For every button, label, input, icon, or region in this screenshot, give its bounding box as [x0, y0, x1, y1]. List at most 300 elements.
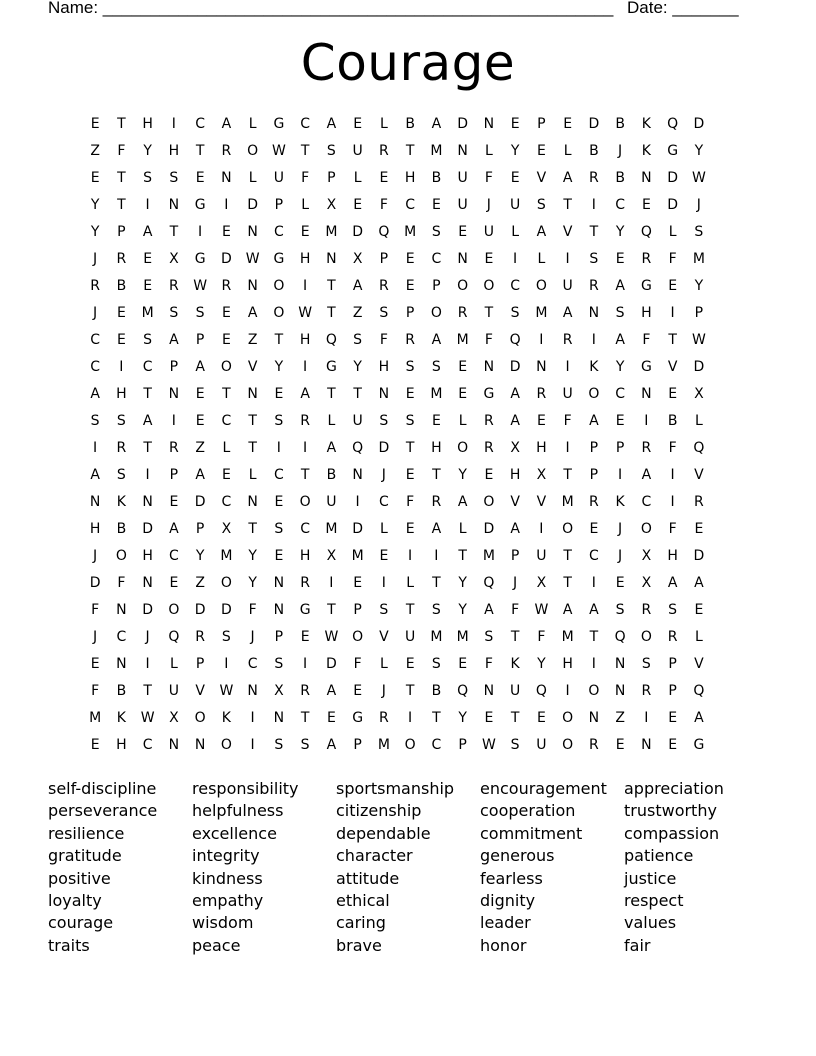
- grid-letter: K: [589, 359, 599, 375]
- name-field[interactable]: Name: ______________________________________________________: [48, 0, 614, 17]
- grid-letter: E: [143, 278, 153, 294]
- grid-letter: P: [589, 440, 599, 456]
- date-field[interactable]: Date: _______: [627, 0, 739, 17]
- word-list-item: encouragement: [480, 779, 607, 798]
- grid-letter: I: [539, 332, 544, 348]
- grid-letter: E: [326, 710, 336, 726]
- grid-letter: C: [510, 278, 521, 294]
- grid-letter: M: [561, 629, 574, 645]
- grid-letter: A: [326, 737, 337, 753]
- grid-letter: I: [565, 440, 570, 456]
- grid-row: [82, 491, 742, 518]
- grid-letter: D: [667, 197, 679, 213]
- word-list-item: compassion: [624, 823, 720, 843]
- grid-letter: E: [300, 224, 310, 240]
- grid-letter: D: [352, 224, 364, 240]
- grid-letter: T: [327, 305, 336, 321]
- grid-letter: H: [431, 440, 442, 456]
- grid-letter: R: [300, 413, 310, 429]
- grid-letter: B: [116, 683, 127, 699]
- word-list-item: courage: [48, 913, 114, 933]
- grid-letter: I: [381, 575, 386, 591]
- grid-letter: I: [408, 548, 413, 564]
- grid-letter: Y: [458, 602, 467, 618]
- grid-letter: H: [378, 359, 390, 375]
- grid-letter: C: [300, 116, 311, 132]
- grid-letter: C: [116, 629, 127, 645]
- grid-letter: C: [142, 737, 153, 753]
- word-list-item: dependable: [336, 823, 431, 843]
- grid-letter: L: [668, 224, 677, 240]
- grid-letter: I: [670, 467, 675, 483]
- grid-letter: A: [247, 305, 258, 321]
- grid-letter: S: [143, 170, 153, 186]
- grid-row: [82, 518, 742, 545]
- grid-letter: A: [562, 170, 573, 186]
- grid-letter: I: [408, 710, 413, 726]
- grid-letter: S: [169, 305, 179, 321]
- grid-letter: X: [221, 521, 232, 537]
- grid-letter: I: [171, 413, 176, 429]
- grid-letter: L: [169, 656, 178, 672]
- word-list-item: justice: [624, 868, 677, 888]
- grid-letter: T: [222, 386, 231, 402]
- grid-letter: U: [352, 413, 363, 429]
- grid-letter: Q: [457, 683, 469, 699]
- word-list-item: sportsmanship: [336, 779, 455, 798]
- grid-letter: A: [142, 224, 153, 240]
- grid-letter: J: [513, 575, 518, 591]
- grid-letter: I: [93, 440, 98, 456]
- grid-letter: L: [327, 413, 336, 429]
- grid-letter: E: [458, 656, 468, 672]
- grid-letter: L: [301, 197, 310, 213]
- grid-letter: E: [90, 116, 100, 132]
- grid-letter: C: [405, 197, 416, 213]
- grid-letter: I: [591, 197, 596, 213]
- grid-letter: I: [355, 494, 360, 510]
- word-list-item: empathy: [192, 891, 264, 911]
- grid-letter: T: [563, 548, 572, 564]
- grid-letter: X: [169, 251, 179, 267]
- grid-letter: E: [694, 521, 704, 537]
- grid-letter: T: [432, 467, 441, 483]
- grid-letter: F: [484, 170, 493, 186]
- grid-letter: F: [379, 332, 388, 348]
- grid-letter: E: [694, 602, 704, 618]
- grid-letter: E: [116, 332, 126, 348]
- grid-letter: D: [693, 116, 705, 132]
- grid-letter: B: [326, 467, 337, 483]
- grid-letter: T: [432, 575, 441, 591]
- grid-letter: I: [119, 359, 124, 375]
- grid-letter: U: [405, 629, 416, 645]
- grid-letter: Z: [615, 710, 625, 726]
- grid-letter: N: [273, 575, 285, 591]
- word-list-item: caring: [336, 913, 386, 933]
- grid-letter: J: [618, 143, 623, 159]
- grid-letter: H: [116, 386, 127, 402]
- grid-letter: A: [484, 602, 494, 618]
- grid-letter: R: [379, 143, 389, 159]
- grid-letter: U: [168, 683, 179, 699]
- grid-letter: H: [142, 548, 153, 564]
- grid-letter: D: [693, 548, 705, 564]
- word-list-item: honor: [480, 935, 527, 955]
- grid-letter: Y: [694, 143, 704, 159]
- grid-letter: A: [510, 413, 520, 429]
- grid-letter: T: [563, 197, 572, 213]
- grid-letter: R: [300, 575, 310, 591]
- grid-letter: N: [641, 170, 652, 186]
- grid-letter: O: [588, 683, 600, 699]
- grid-letter: D: [457, 116, 469, 132]
- grid-letter: S: [274, 413, 284, 429]
- grid-letter: E: [431, 197, 441, 213]
- grid-letter: U: [562, 386, 573, 402]
- grid-letter: N: [89, 494, 101, 510]
- grid-letter: D: [483, 521, 495, 537]
- grid-row: [82, 707, 742, 734]
- grid-letter: X: [536, 467, 547, 483]
- grid-letter: O: [562, 521, 574, 537]
- grid-letter: R: [589, 278, 599, 294]
- grid-letter: G: [273, 116, 285, 132]
- grid-letter: C: [247, 656, 258, 672]
- grid-letter: K: [116, 710, 126, 726]
- grid-letter: D: [509, 359, 521, 375]
- grid-letter: D: [588, 116, 600, 132]
- grid-letter: R: [379, 278, 389, 294]
- grid-letter: S: [615, 602, 625, 618]
- grid-letter: E: [143, 251, 153, 267]
- grid-letter: Y: [143, 143, 152, 159]
- grid-letter: T: [300, 467, 310, 483]
- grid-letter: R: [90, 278, 100, 294]
- grid-letter: M: [561, 494, 574, 510]
- grid-letter: S: [379, 602, 389, 618]
- grid-letter: D: [142, 602, 154, 618]
- grid-letter: T: [563, 575, 572, 591]
- word-list-item: perseverance: [48, 801, 158, 821]
- grid-letter: C: [615, 197, 626, 213]
- grid-letter: N: [168, 737, 180, 753]
- grid-letter: E: [353, 683, 363, 699]
- grid-letter: O: [168, 602, 180, 618]
- grid-letter: E: [458, 224, 468, 240]
- grid-letter: A: [431, 116, 442, 132]
- grid-letter: P: [169, 467, 179, 483]
- grid-letter: Q: [168, 629, 180, 645]
- grid-letter: J: [93, 629, 98, 645]
- grid-letter: K: [641, 143, 651, 159]
- grid-letter: R: [589, 494, 599, 510]
- word-column: [192, 778, 336, 957]
- grid-letter: R: [641, 683, 652, 699]
- grid-letter: O: [220, 575, 232, 591]
- grid-letter: I: [276, 440, 281, 456]
- grid-letter: B: [116, 521, 127, 537]
- grid-letter: I: [513, 251, 518, 267]
- grid-letter: E: [641, 197, 651, 213]
- grid-letter: Y: [615, 359, 625, 375]
- word-list-item: attitude: [336, 868, 400, 888]
- grid-letter: Y: [510, 143, 520, 159]
- grid-letter: E: [274, 548, 284, 564]
- grid-letter: I: [250, 710, 255, 726]
- grid-letter: L: [563, 143, 572, 159]
- grid-letter: C: [168, 548, 179, 564]
- grid-letter: A: [90, 467, 100, 483]
- grid-letter: A: [195, 359, 205, 375]
- grid-letter: R: [536, 386, 547, 402]
- grid-letter: C: [300, 521, 311, 537]
- grid-letter: I: [618, 467, 623, 483]
- grid-letter: A: [169, 332, 179, 348]
- grid-letter: C: [641, 494, 652, 510]
- grid-letter: P: [458, 737, 467, 753]
- grid-letter: X: [274, 683, 284, 699]
- grid-letter: W: [691, 170, 706, 186]
- grid-letter: E: [431, 413, 441, 429]
- grid-letter: X: [641, 548, 652, 564]
- grid-letter: R: [379, 710, 389, 726]
- grid-letter: B: [116, 278, 127, 294]
- grid-letter: R: [641, 251, 652, 267]
- grid-letter: E: [195, 170, 205, 186]
- grid-letter: R: [300, 683, 310, 699]
- grid-letter: C: [378, 494, 389, 510]
- grid-letter: W: [271, 143, 286, 159]
- grid-letter: E: [563, 116, 573, 132]
- grid-letter: W: [245, 251, 260, 267]
- grid-letter: N: [378, 386, 390, 402]
- grid-letter: O: [535, 278, 547, 294]
- grid-letter: T: [327, 386, 336, 402]
- grid-letter: V: [562, 224, 573, 240]
- grid-row: [82, 545, 742, 572]
- grid-letter: P: [432, 278, 441, 294]
- grid-letter: P: [668, 683, 677, 699]
- grid-letter: M: [220, 548, 233, 564]
- grid-letter: L: [484, 143, 493, 159]
- grid-letter: S: [274, 656, 284, 672]
- grid-letter: E: [405, 467, 415, 483]
- grid-letter: H: [116, 737, 127, 753]
- grid-letter: I: [591, 656, 596, 672]
- grid-letter: K: [116, 494, 126, 510]
- grid-letter: F: [301, 170, 310, 186]
- grid-letter: G: [640, 359, 652, 375]
- grid-letter: D: [352, 521, 364, 537]
- grid-letter: O: [273, 278, 285, 294]
- grid-letter: H: [168, 143, 180, 159]
- word-list-item: wisdom: [192, 913, 254, 933]
- grid-letter: W: [481, 737, 496, 753]
- grid-letter: T: [300, 710, 310, 726]
- grid-letter: T: [327, 602, 336, 618]
- grid-letter: E: [405, 251, 415, 267]
- grid-letter: Q: [693, 683, 705, 699]
- grid-letter: N: [194, 737, 206, 753]
- grid-letter: O: [640, 521, 652, 537]
- grid-letter: E: [379, 170, 389, 186]
- grid-letter: S: [641, 656, 651, 672]
- grid-letter: T: [563, 467, 572, 483]
- grid-letter: O: [194, 710, 206, 726]
- grid-letter: E: [353, 197, 363, 213]
- grid-letter: B: [615, 170, 625, 186]
- grid-letter: L: [353, 170, 362, 186]
- grid-letter: N: [588, 305, 600, 321]
- word-list-item: gratitude: [48, 846, 122, 866]
- grid-letter: D: [325, 656, 337, 672]
- grid-letter: E: [221, 332, 231, 348]
- grid-letter: P: [117, 224, 126, 240]
- grid-letter: C: [273, 224, 284, 240]
- grid-letter: I: [224, 197, 229, 213]
- grid-letter: R: [457, 305, 468, 321]
- grid-letter: G: [483, 386, 495, 402]
- grid-row: [82, 572, 742, 599]
- grid-letter: H: [509, 467, 521, 483]
- grid-letter: W: [324, 629, 339, 645]
- grid-letter: K: [641, 116, 651, 132]
- grid-letter: N: [483, 359, 495, 375]
- grid-letter: E: [536, 413, 546, 429]
- grid-letter: T: [300, 143, 310, 159]
- grid-letter: A: [694, 575, 704, 591]
- grid-letter: Q: [640, 224, 652, 240]
- grid-row: [82, 626, 742, 653]
- grid-letter: V: [667, 359, 678, 375]
- grid-letter: L: [379, 521, 388, 537]
- grid-letter: P: [537, 116, 546, 132]
- grid-letter: G: [640, 278, 652, 294]
- grid-letter: E: [405, 386, 415, 402]
- grid-letter: A: [431, 521, 442, 537]
- grid-letter: F: [563, 413, 572, 429]
- grid-letter: S: [221, 629, 231, 645]
- grid-letter: J: [618, 521, 623, 537]
- grid-letter: J: [93, 251, 98, 267]
- grid-letter: S: [405, 413, 415, 429]
- grid-letter: X: [536, 575, 547, 591]
- grid-letter: S: [116, 467, 126, 483]
- grid-letter: F: [484, 332, 493, 348]
- grid-letter: M: [351, 548, 364, 564]
- grid-letter: Y: [90, 224, 100, 240]
- grid-letter: R: [484, 413, 494, 429]
- grid-letter: O: [247, 143, 259, 159]
- grid-letter: S: [431, 656, 441, 672]
- grid-letter: K: [510, 656, 520, 672]
- grid-letter: B: [431, 683, 442, 699]
- grid-letter: T: [510, 710, 520, 726]
- grid-letter: M: [692, 251, 705, 267]
- grid-letter: W: [219, 683, 234, 699]
- grid-letter: N: [247, 494, 258, 510]
- grid-letter: E: [668, 710, 678, 726]
- grid-letter: A: [562, 602, 573, 618]
- grid-letter: I: [591, 332, 596, 348]
- grid-letter: S: [510, 305, 520, 321]
- grid-letter: E: [668, 278, 678, 294]
- grid-letter: V: [195, 683, 205, 699]
- grid-letter: N: [483, 683, 495, 699]
- word-list-item: appreciation: [624, 779, 724, 798]
- grid-letter: E: [405, 278, 415, 294]
- grid-row: [82, 383, 742, 410]
- grid-letter: E: [458, 386, 468, 402]
- grid-letter: J: [381, 467, 386, 483]
- grid-letter: O: [562, 737, 574, 753]
- grid-letter: M: [535, 305, 548, 321]
- grid-letter: D: [247, 197, 259, 213]
- grid-letter: F: [511, 602, 520, 618]
- grid-letter: Q: [352, 440, 364, 456]
- grid-letter: P: [195, 521, 205, 537]
- grid-letter: Q: [483, 575, 495, 591]
- grid-letter: Z: [247, 332, 258, 348]
- word-list-item: traits: [48, 935, 90, 955]
- grid-letter: Z: [352, 305, 363, 321]
- grid-letter: J: [381, 683, 386, 699]
- word-list-item: self-discipline: [48, 779, 157, 798]
- grid-letter: L: [248, 467, 257, 483]
- grid-letter: S: [405, 359, 415, 375]
- grid-letter: Z: [195, 575, 205, 591]
- grid-letter: A: [142, 413, 153, 429]
- grid-letter: U: [510, 683, 521, 699]
- grid-letter: O: [299, 494, 311, 510]
- grid-letter: C: [431, 251, 442, 267]
- grid-letter: L: [458, 413, 467, 429]
- grid-letter: I: [434, 548, 439, 564]
- grid-letter: A: [589, 413, 599, 429]
- grid-letter: H: [536, 440, 547, 456]
- grid-letter: T: [327, 278, 336, 294]
- grid-letter: I: [198, 224, 203, 240]
- grid-letter: Y: [458, 710, 467, 726]
- grid-letter: R: [221, 278, 232, 294]
- grid-letter: T: [248, 521, 257, 537]
- grid-letter: S: [431, 224, 441, 240]
- grid-letter: I: [565, 251, 570, 267]
- grid-letter: Y: [615, 224, 625, 240]
- grid-letter: Z: [195, 440, 205, 456]
- grid-letter: N: [168, 197, 180, 213]
- grid-row: [82, 302, 742, 329]
- grid-letter: L: [379, 116, 388, 132]
- grid-letter: I: [644, 413, 649, 429]
- grid-letter: I: [565, 683, 570, 699]
- grid-letter: A: [641, 467, 652, 483]
- grid-letter: A: [615, 332, 625, 348]
- grid-letter: P: [694, 305, 704, 321]
- word-list-item: fair: [624, 935, 651, 955]
- grid-letter: N: [273, 602, 285, 618]
- grid-letter: J: [93, 548, 98, 564]
- grid-letter: N: [168, 386, 180, 402]
- word-list-item: loyalty: [48, 891, 102, 911]
- grid-letter: D: [142, 521, 154, 537]
- grid-letter: A: [431, 332, 442, 348]
- grid-letter: E: [221, 224, 231, 240]
- grid-letter: X: [510, 440, 520, 456]
- grid-letter: E: [484, 710, 494, 726]
- grid-letter: O: [352, 629, 364, 645]
